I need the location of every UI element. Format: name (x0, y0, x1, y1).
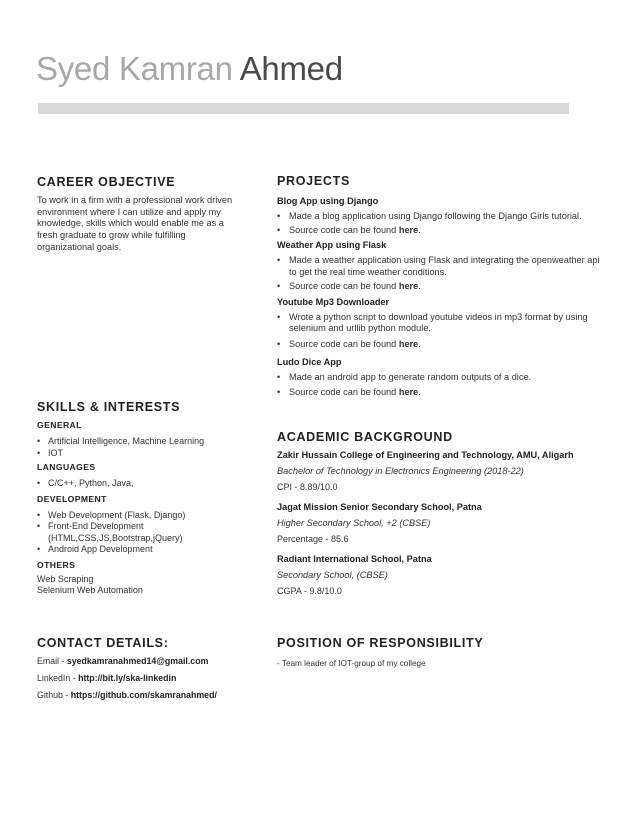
project-title: Ludo Dice App (277, 356, 342, 367)
skills-others-title: OTHERS (37, 559, 76, 570)
list-item: • IOT (37, 448, 247, 460)
header-divider (38, 103, 569, 114)
projects-section (277, 196, 607, 399)
academic-heading: ACADEMIC BACKGROUND (277, 430, 453, 444)
source-code-link[interactable]: here (398, 387, 419, 398)
source-prefix: Source code can be found (289, 338, 399, 349)
skills-languages-title: LANGUAGES (37, 462, 96, 472)
contact-heading: CONTACT DETAILS: (37, 636, 169, 650)
academic-section (277, 450, 607, 596)
skills-heading: SKILLS & INTERESTS (37, 400, 181, 414)
skills-other-item: Web Scraping (37, 573, 94, 584)
github-label: Github - (37, 690, 71, 700)
source-code-item (277, 281, 607, 293)
skills-languages-list (37, 478, 247, 490)
score-label: CGPA (277, 586, 302, 596)
linkedin-link[interactable]: http://bit.ly/ska-linkedin (78, 673, 177, 683)
github-link[interactable]: https://github.com/skamranahmed/ (70, 690, 217, 700)
email-link[interactable]: syedkamranahmed14@gmail.com (66, 656, 209, 666)
source-suffix: . (418, 338, 421, 349)
last-name: Ahmed (239, 50, 343, 87)
linkedin-label: LinkedIn - (37, 673, 79, 683)
source-code-link[interactable]: here (398, 224, 419, 235)
list-item: • Made an android app to generate random outputs of a dice. (277, 372, 607, 384)
project-bullets (277, 312, 607, 351)
list-item: • Made a blog application using Django following the Django Girls tutorial. (277, 211, 607, 223)
contact-email-row (37, 656, 208, 666)
score-value: 9.8/10.0 (309, 586, 342, 596)
source-code-link[interactable]: here (398, 338, 419, 349)
projects-heading: PROJECTS (277, 174, 350, 188)
contact-github-row (37, 690, 217, 700)
career-objective-text: To work in a firm with a professional work driven environment where I can utilize and apply my knowledge, skills which would enable me as a fresh graduate to grow while fulfilling organizational goals. (37, 195, 233, 252)
project-title: Blog App using Django (277, 196, 379, 206)
skills-general-title: GENERAL (37, 420, 82, 430)
project-title: Youtube Mp3 Downloader (277, 296, 390, 307)
institution-name: Jagat Mission Senior Secondary School, Patna (277, 502, 482, 512)
list-item: • Android App Development (37, 544, 197, 556)
source-suffix: . (418, 280, 421, 291)
skills-other-item: Selenium Web Automation (37, 585, 143, 595)
institution-name: Radiant International School, Patna (277, 554, 432, 564)
list-item: • Front-End Development (HTML,CSS,JS,Bootstrap,jQuery) (37, 521, 197, 544)
source-prefix: Source code can be found (289, 387, 399, 398)
skills-general-list (37, 436, 247, 459)
score-row: CPI - 8.89/10.0 (277, 482, 338, 492)
project-title: Weather App using Flask (277, 240, 387, 251)
score-row: CGPA - 9.8/10.0 (277, 586, 342, 596)
degree-text: Higher Secondary School, +2 (CBSE) (277, 518, 431, 528)
list-item: • Artificial Intelligence, Machine Learning (37, 436, 247, 448)
first-name: Syed Kamran (36, 50, 233, 87)
source-code-item (277, 387, 607, 399)
contact-linkedin-row (37, 673, 176, 683)
score-value: 8.89/10.0 (300, 482, 338, 492)
email-label: Email - (37, 656, 67, 666)
resume-name (36, 50, 343, 88)
source-code-item (277, 339, 607, 351)
score-value: 85.6 (331, 534, 349, 544)
source-code-link[interactable]: here (398, 280, 419, 291)
score-label: CPI (277, 482, 293, 492)
source-prefix: Source code can be found (289, 224, 399, 235)
score-row: Percentage - 85.6 (277, 534, 349, 544)
list-item: • C/C++, Python, Java, (37, 478, 247, 490)
list-item: • Made a weather application using Flask and integrating the openweather api to get the real time weather conditions. (277, 255, 607, 278)
degree-text: Secondary School, (CBSE) (277, 570, 388, 580)
source-prefix: Source code can be found (289, 280, 399, 291)
degree-text: Bachelor of Technology in Electronics Engineering (2018-22) (277, 466, 524, 476)
list-item: • Wrote a python script to download youtube videos in mp3 format by using selenium and urllib python module. (277, 312, 607, 335)
skills-development-title: DEVELOPMENT (37, 493, 107, 504)
source-code-item (277, 225, 607, 237)
institution-name: Zakir Hussain College of Engineering and Technology, AMU, Aligarh (277, 450, 574, 460)
source-suffix: . (418, 387, 421, 398)
project-bullets (277, 372, 607, 399)
list-item: • Web Development (Flask, Django) (37, 510, 197, 522)
position-heading: POSITION OF RESPONSIBILITY (277, 636, 484, 650)
skills-development-list (37, 510, 197, 556)
career-objective-heading: CAREER OBJECTIVE (37, 175, 176, 189)
source-suffix: . (418, 224, 421, 235)
project-bullets (277, 255, 607, 292)
score-label: Percentage (277, 534, 324, 544)
position-text: - Team leader of IOT-group of my college (277, 659, 426, 668)
project-bullets (277, 211, 607, 236)
skills-section (37, 420, 247, 597)
